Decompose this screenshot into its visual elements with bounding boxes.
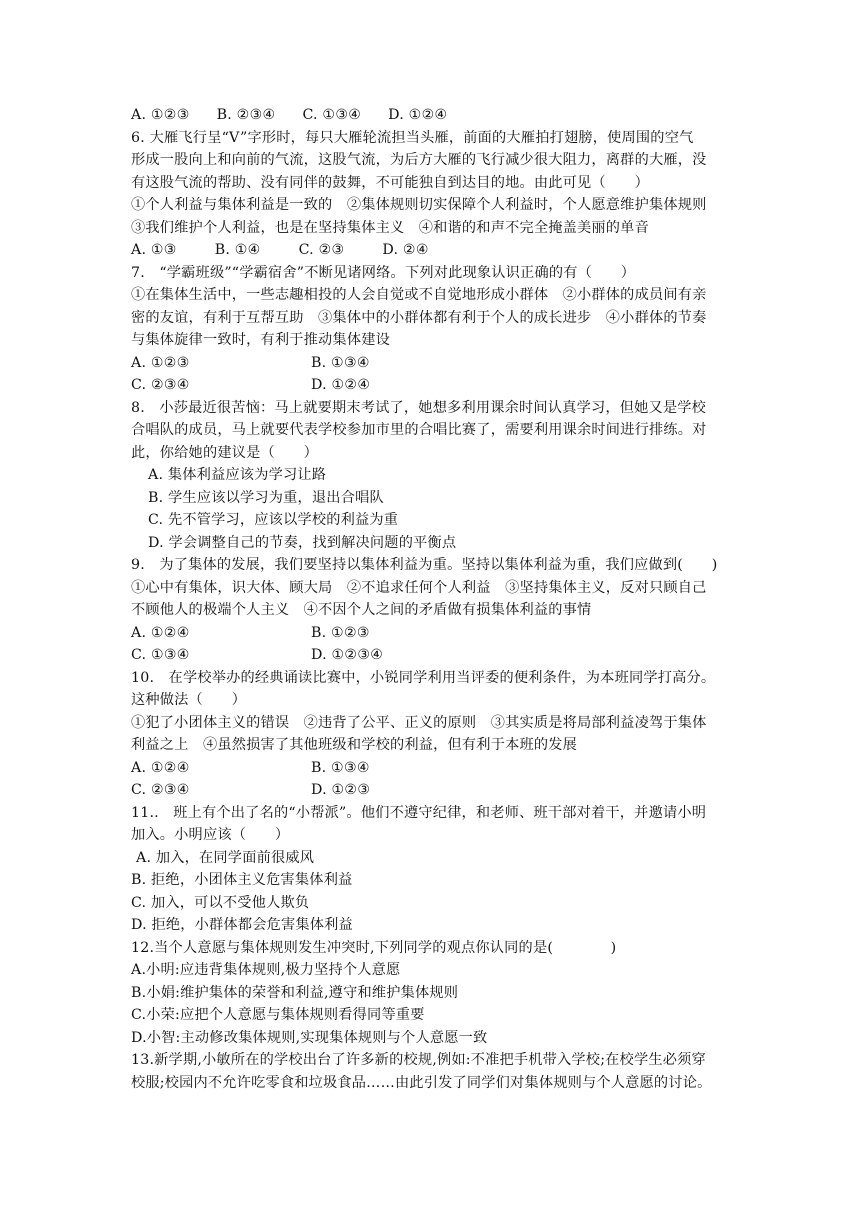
question-8 (131, 397, 743, 555)
question-7-statement-line: 与集体旋律一致时，有利于推动集体建设 (131, 332, 390, 348)
q5-options (131, 104, 743, 127)
q8-option-c: C. 先不管学习，应该以学校的利益为重 (148, 512, 399, 528)
question-7-options-row2 (131, 374, 743, 397)
question-13-stem-line: 校服;校园内不允许吃零食和垃圾食品……由此引发了同学们对集体规则与个人意愿的讨论。 (131, 1074, 712, 1091)
q5-option-c: C. ①③④ (302, 107, 362, 123)
q7-option-c: C. ②③④ (131, 377, 190, 393)
question-6-options (131, 239, 743, 262)
q8-option-a: A. 集体利益应该为学习让路 (148, 467, 327, 483)
question-9-options-row1 (131, 622, 743, 645)
q6-option-d: D. ②④ (382, 242, 429, 258)
q12-option-a: A.小明:应违背集体规则,极力坚持个人意愿 (131, 962, 401, 978)
question-10-options-row2 (131, 779, 743, 802)
question-11-stem-line: 11.. 班上有个出了名的“小帮派”。他们不遵守纪律，和老师、班干部对着干，并邀请小明 (131, 804, 707, 821)
question-6 (131, 127, 743, 262)
question-8-stem-line: 此，你给她的建议是（ ） (131, 444, 319, 461)
question-10-statement-line: 利益之上 ④虽然损害了其他班级和学校的利益，但有利于本班的发展 (131, 737, 578, 753)
q7-option-a: A. ①②③ (131, 354, 190, 371)
q7-option-d: D. ①②④ (311, 377, 371, 393)
q11-option-c: C. 加入，可以不受他人欺负 (131, 894, 310, 911)
question-10-stem-line: 10. 在学校举办的经典诵读比赛中，小锐同学利用当评委的便利条件，为本班同学打高分。 (131, 669, 716, 686)
q11-option-d: D. 拒绝，小群体都会危害集体利益 (131, 917, 353, 933)
question-7-statement-line: ①在集体生活中，一些志趣相投的人会自觉或不自觉地形成小群体 ②小群体的成员间有亲 (131, 287, 707, 303)
q10-option-b: B. ①③④ (311, 759, 370, 776)
q6-option-b: B. ①④ (214, 242, 261, 258)
q11-option-b: B. 拒绝，小团体主义危害集体利益 (131, 872, 353, 888)
question-7-stem-line: 7. “学霸班级”“学霸宿舍”不断见诸网络。下列对此现象认识正确的有（ ） (131, 264, 636, 281)
question-6-stem-line: 形成一股向上和向前的气流，这股气流，为后方大雁的飞行减少很大阻力，离群的大雁，没 (131, 152, 707, 168)
q5-option-b: B. ②③④ (216, 107, 276, 123)
question-6-stem-line: 6. 大雁飞行呈“V”字形时，每只大雁轮流担当头雁，前面的大雁拍打翅膀，使周围的空气 (131, 129, 694, 146)
q9-option-a: A. ①②④ (131, 624, 190, 641)
question-9-statement-line: ①心中有集体，识大体、顾大局 ②不追求任何个人利益 ③坚持集体主义，反对只顾自己 (131, 579, 707, 596)
question-9-stem-line: 9. 为了集体的发展，我们要坚持以集体利益为重。坚持以集体利益为重，我们应做到( ) (131, 557, 718, 573)
q6-option-a: A. ①③ (131, 242, 177, 258)
q9-option-d: D. ①②③④ (311, 647, 384, 663)
q10-option-a: A. ①②④ (131, 759, 190, 776)
question-8-stem-line: 8. 小莎最近很苦恼：马上就要期末考试了，她想多利用课余时间认真学习，但她又是学校 (131, 399, 707, 416)
question-12-stem-line: 12.当个人意愿与集体规则发生冲突时,下列同学的观点你认同的是( ) (131, 939, 617, 956)
q12-option-c: C.小荣:应把个人意愿与集体规则看得同等重要 (131, 1007, 425, 1023)
question-9-statement-line: 不顾他人的极端个人主义 ④不因个人之间的矛盾做有损集体利益的事情 (131, 602, 592, 618)
question-list (131, 104, 743, 1094)
question-10-stem-line: 这种做法（ ） (131, 692, 247, 708)
question-11 (131, 802, 743, 937)
question-13-stem-line: 13.新学期,小敏所在的学校出台了许多新的校规,例如:不准把手机带入学校;在校学生必须穿 (131, 1052, 706, 1068)
question-6-statement-line: ③我们维护个人利益，也是在坚持集体主义 ④和谐的和声不完全掩盖美丽的单音 (131, 219, 649, 236)
q10-option-d: D. ①②③ (311, 782, 371, 798)
q9-option-b: B. ①②③ (311, 624, 370, 641)
question-10-statement-line: ①犯了小团体主义的错误 ②违背了公平、正义的原则 ③其实质是将局部利益凌驾于集体 (131, 714, 707, 731)
question-13 (131, 1049, 743, 1094)
q8-option-b: B. 学生应该以学习为重，退出合唱队 (148, 489, 384, 506)
question-10-options-row1 (131, 757, 743, 780)
question-6-statement-line: ①个人利益与集体利益是一致的 ②集体规则切实保障个人利益时，个人愿意维护集体规则 (131, 197, 707, 213)
q8-option-d: D. 学会调整自己的节奏，找到解决问题的平衡点 (148, 534, 457, 551)
question-9 (131, 554, 743, 667)
q9-option-c: C. ①③④ (131, 647, 190, 663)
q12-option-d: D.小智:主动修改集体规则,实现集体规则与个人意愿一致 (131, 1029, 488, 1046)
q11-option-a: A. 加入，在同学面前很威风 (136, 849, 315, 866)
question-6-stem-line: 有这股气流的帮助、没有同伴的鼓舞，不可能独自到达目的地。由此可见（ ） (131, 174, 649, 191)
q5-option-a: A. ①②③ (131, 107, 190, 123)
q7-option-b: B. ①③④ (311, 354, 370, 371)
question-8-stem-line: 合唱队的成员，马上就要代表学校参加市里的合唱比赛了，需要利用课余时间进行排练。对 (131, 422, 707, 438)
question-7-statement-line: 密的友谊，有利于互帮互助 ③集体中的小群体都有利于个人的成长进步 ④小群体的节奏 (131, 309, 707, 326)
question-7-options-row1 (131, 352, 743, 375)
q5-option-d: D. ①②④ (388, 107, 448, 123)
q6-option-c: C. ②③ (298, 242, 345, 258)
question-7 (131, 262, 743, 397)
question-10 (131, 667, 743, 802)
q10-option-c: C. ②③④ (131, 782, 190, 798)
question-12 (131, 937, 743, 1050)
q12-option-b: B.小娟:维护集体的荣誉和利益,遵守和维护集体规则 (131, 984, 459, 1001)
question-11-stem-line: 加入。小明应该（ ） (131, 827, 290, 843)
question-9-options-row2 (131, 644, 743, 667)
